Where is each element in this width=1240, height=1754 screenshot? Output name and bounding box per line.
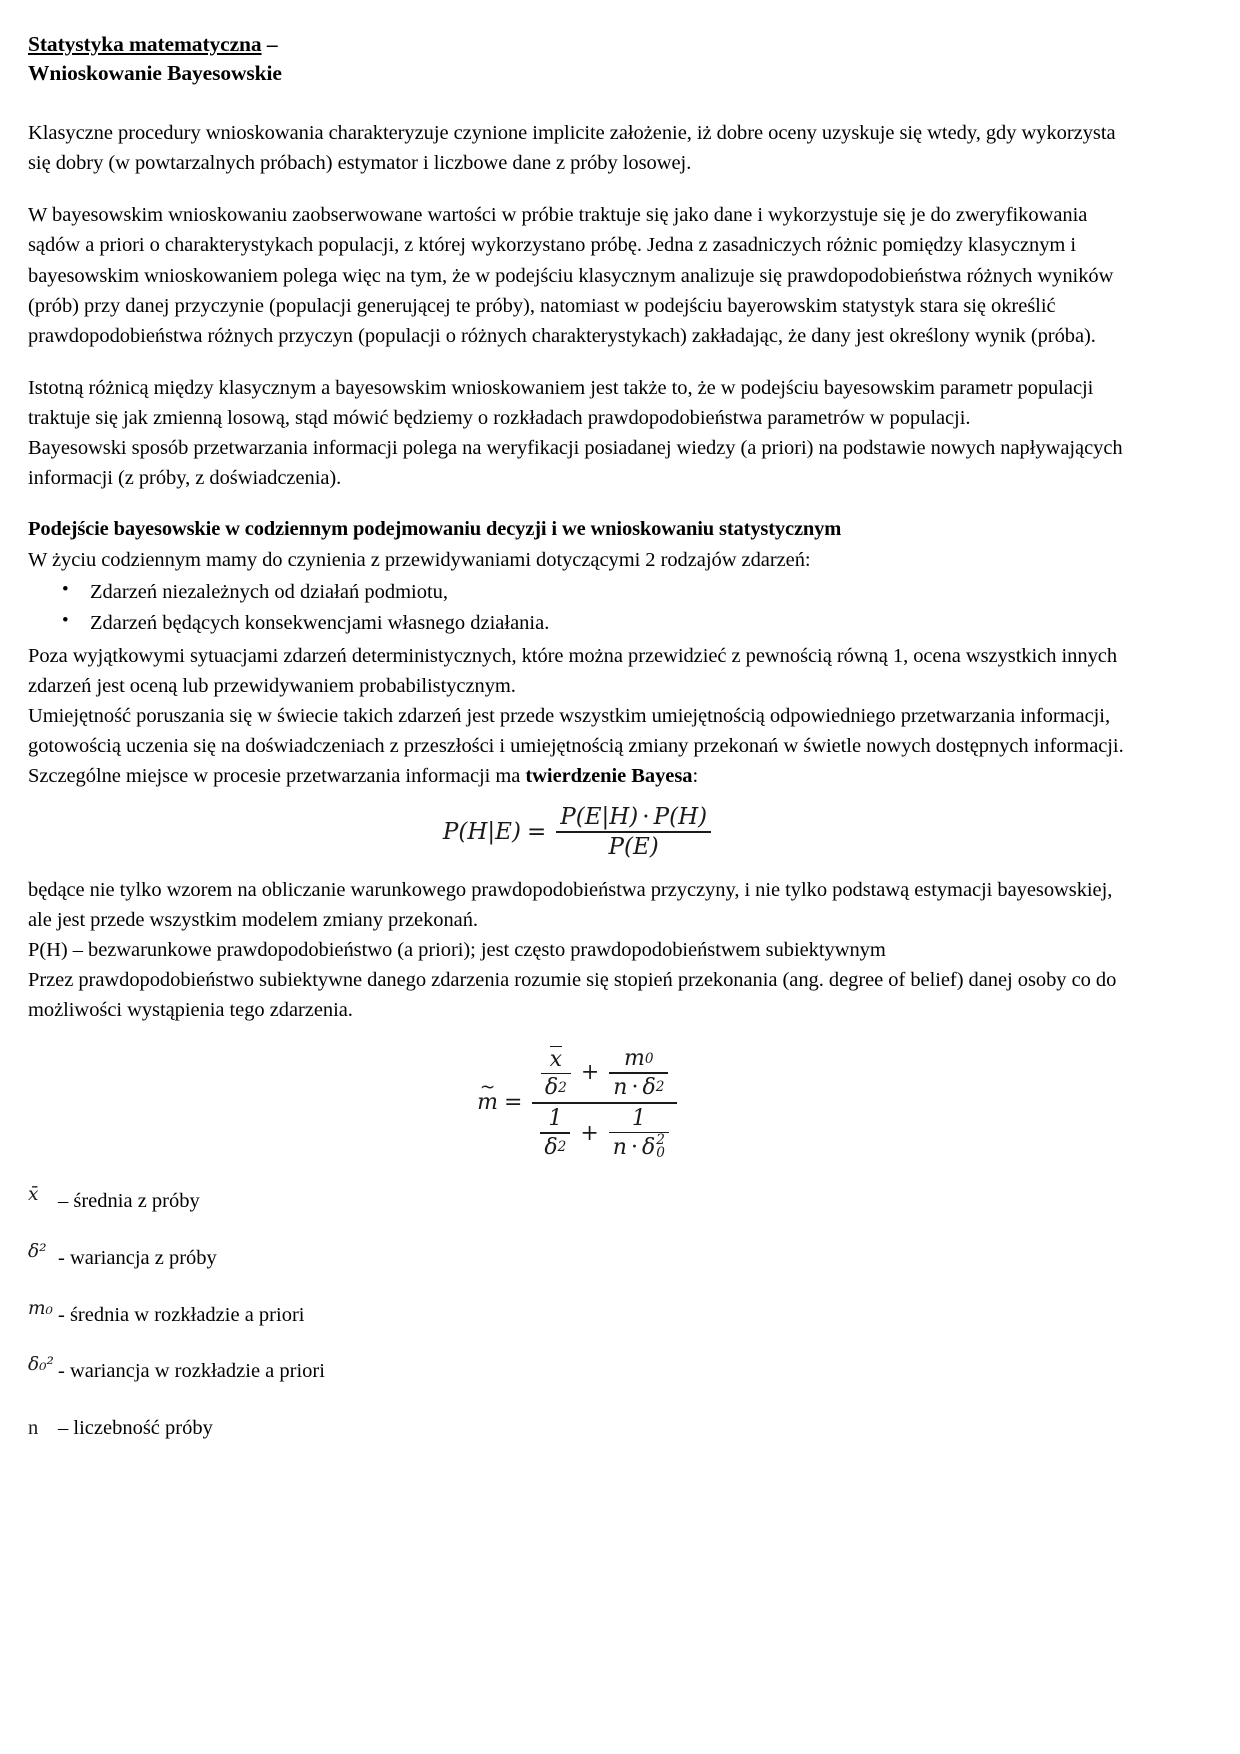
den-term-2-top: 1 [631,1105,646,1131]
num-plus: + [580,1060,600,1086]
posterior-outer-numerator [533,1044,676,1103]
den-term-1 [536,1105,574,1161]
n-1: n [613,1074,628,1100]
m-zero-base: m [624,1046,645,1072]
dot-2: · [630,1134,638,1160]
posterior-outer-denominator [532,1104,676,1163]
posterior-mean-expression [477,1044,681,1163]
delta-2: δ [642,1074,656,1100]
lead-in-suffix: : [692,765,699,788]
delta-4: δ [641,1134,656,1160]
legend-description: - wariancja w rozkładzie a priori [58,1360,325,1383]
delta-4-subsup [656,1134,665,1160]
bayes-denominator [605,833,663,861]
title-underlined-part: Statystyka matematyczna [28,32,262,56]
paragraph-deterministic-events: Poza wyjątkowymi sytuacjami zdarzeń deterministycznych, które można przewidzieć z pewnością równą 1, ocena wszystkich innych zdarzeń jest oceną lub przewidywaniem probabilistycznym. [28,644,1118,697]
section-heading-everyday-decisions: Podejście bayesowskie w codziennym podejmowaniu decyzji i we wnioskowaniu statystycznym [28,518,842,541]
den-p: P [608,833,625,860]
den-term-2-bottom [609,1133,669,1161]
num-term-1-bottom [541,1074,571,1101]
title-line-2: Wnioskowanie Bayesowskie [28,61,282,86]
bayes-expression [443,803,715,861]
paragraph-formula-explanation: będące nie tylko wzorem na obliczanie warunkowego prawdopodobieństwa przyczyny, i nie tylko podstawą estymacji bayesowskiej, ale jest przede wszystkim modelem zmiany przekonań. [28,878,1113,932]
legend-symbol: δ² [28,1240,47,1262]
posterior-equals: = [503,1090,523,1116]
delta-3-exp: 2 [557,1139,567,1156]
posterior-outer-fraction [528,1044,680,1163]
m-tilde-symbol: ~ m [477,1090,498,1115]
num-term-2 [605,1045,672,1101]
legend-item [28,1297,1130,1329]
delta-4-exp: 2 [656,1132,665,1149]
lead-in-prefix: Szczególne miejsce w procesie przetwarzania informacji ma [28,765,526,788]
title-dash: – [261,32,278,56]
num-term-1 [537,1045,575,1102]
num-close2: ) [698,804,708,831]
num-term-1-top [546,1045,566,1073]
bayes-lhs [443,819,521,845]
den-plus: + [580,1120,599,1146]
num-p1: P [560,804,576,831]
num-term-2-top [620,1045,658,1072]
legend-description: – średnia z próby [58,1190,200,1213]
paragraph-key-difference: Istotną różnicą między klasycznym a bayesowskim wnioskowaniem jest także to, że w podejściu bayesowskim parametr populacji traktuje się jak zmienną losową, stąd mówić będziemy o rozkładach prawdopodobieństwa parametrów w populacji. [28,376,1094,430]
dot-1: · [631,1074,639,1100]
document-title [28,30,1130,88]
paragraph-information-processing: Bayesowski sposób przetwarzania informacji polega na weryfikacji posiadanej wiedzy (a priori) na podstawie nowych napływających informacji (z próby, z doświadczenia). [28,437,1123,490]
delta-1: δ [544,1075,559,1101]
bayes-lhs-close: ) [511,819,521,846]
delta-1-exp: 2 [558,1079,567,1096]
den-close: ) [649,833,659,860]
bayes-fraction [552,803,715,861]
legend-item [28,1240,1130,1272]
legend-symbol: x̄ [28,1184,39,1206]
num-h1: H [609,804,630,831]
num-dot: · [642,804,650,831]
bayes-theorem-bold: twierdzenie Bayesa [525,765,693,788]
formula-bayes-theorem [28,803,1130,861]
legend-description: - średnia w rozkładzie a priori [58,1303,305,1326]
paragraph-intro: Klasyczne procedury wnioskowania charakteryzuje czynione implicite założenie, iż dobre oceny uzyskuje się wtedy, gdy wykorzysta się dobry (w powtarzalnych próbach) estymator i liczbowe dane z próby losowej. [28,122,1116,175]
list-item: • Zdarzeń będących konsekwencjami własnego działania. [90,608,1130,639]
num-e: E [584,804,602,831]
paragraph-subjective-probability: Przez prawdopodobieństwo subiektywne danego zdarzenia rozumie się stopień przekonania (ang. degree of belief) danej osoby co do możliwości wystąpienia tego zdarzenia. [28,969,1117,1022]
paragraph-prior-probability: P(H) – bezwarunkowe prawdopodobieństwo (a priori); jest często prawdopodobieństwem subiektywnym [28,939,886,962]
bayes-lhs-e: E [495,819,512,846]
paragraph-two-event-kinds: W życiu codziennym mamy do czynienia z przewidywaniami dotyczącymi 2 rodzajów zdarzeń: [28,549,811,572]
m-zero-sub: 0 [644,1050,654,1067]
symbol-legend [28,1184,1130,1441]
delta-2-exp: 2 [655,1079,665,1096]
legend-description: - wariancja z próby [58,1246,217,1269]
delta-3: δ [544,1134,558,1160]
num-bar: | [601,804,610,831]
legend-item [28,1354,1130,1385]
den-term-1-bottom [540,1134,570,1161]
bayes-numerator [556,803,711,831]
bayes-lhs-p: P [442,819,459,846]
legend-item [28,1415,1130,1442]
legend-symbol: m₀ [28,1297,53,1319]
formula-posterior-mean [28,1044,1130,1163]
list-item: • Zdarzeń niezależnych od działań podmiotu, [90,577,1130,608]
bayes-equals: = [526,819,547,846]
bayes-lhs-open: ( [458,819,468,846]
num-h2: H [678,804,699,831]
legend-symbol: δ₀² [28,1354,54,1376]
legend-symbol: n [28,1416,39,1439]
bayes-lhs-bar: | [487,819,496,846]
legend-item [28,1184,1130,1215]
num-close1: ) [629,804,639,831]
num-p2: P [653,804,670,831]
x-bar: x [549,1046,563,1072]
num-open2: ( [669,804,679,831]
paragraph-bayes-theorem-lead-in [28,761,1130,791]
den-e: E [633,833,650,860]
event-kinds-list [28,577,1130,639]
legend-description: – liczebność próby [58,1416,213,1439]
num-term-2-bottom [609,1074,668,1101]
den-term-2 [605,1105,673,1162]
n-2: n [612,1134,627,1160]
num-open1: ( [575,804,585,831]
den-open: ( [624,833,633,860]
paragraph-bayesian-inference: W bayesowskim wnioskowaniu zaobserwowane wartości w próbie traktuje się jako dane i wykorzystuje się je do zweryfikowania sądów a priori o charakterystykach populacji, z której wykorzystano próbę. Jedna z zasadniczych różnic pomiędzy klasycznym i bayesowskim wnioskowaniem polega więc na tym, że w podejściu klasycznym analizuje się prawdopodobieństwa różnych wyników (prób) przy danej przyczynie (populacji generującej te próby), natomiast w podejściu bayerowskim statystyk stara się określić prawdopodobieństwa różnych przyczyn (populacji o różnych charakterystykach) zakładając, że dany jest określony wynik (próba). [28,204,1114,347]
bayes-lhs-h: H [467,819,488,846]
delta-4-sub: 0 [656,1145,665,1162]
paragraph-skill-of-navigating: Umiejętność poruszania się w świecie takich zdarzeń jest przede wszystkim umiejętnością odpowiedniego przetwarzania informacji, gotowością uczenia się na doświadczeniach z przeszłości i umiejętnością zmiany przekonań w świetle nowych dostępnych informacji. [28,705,1124,758]
den-term-1-top: 1 [548,1106,563,1132]
title-line-1 [28,30,1130,59]
